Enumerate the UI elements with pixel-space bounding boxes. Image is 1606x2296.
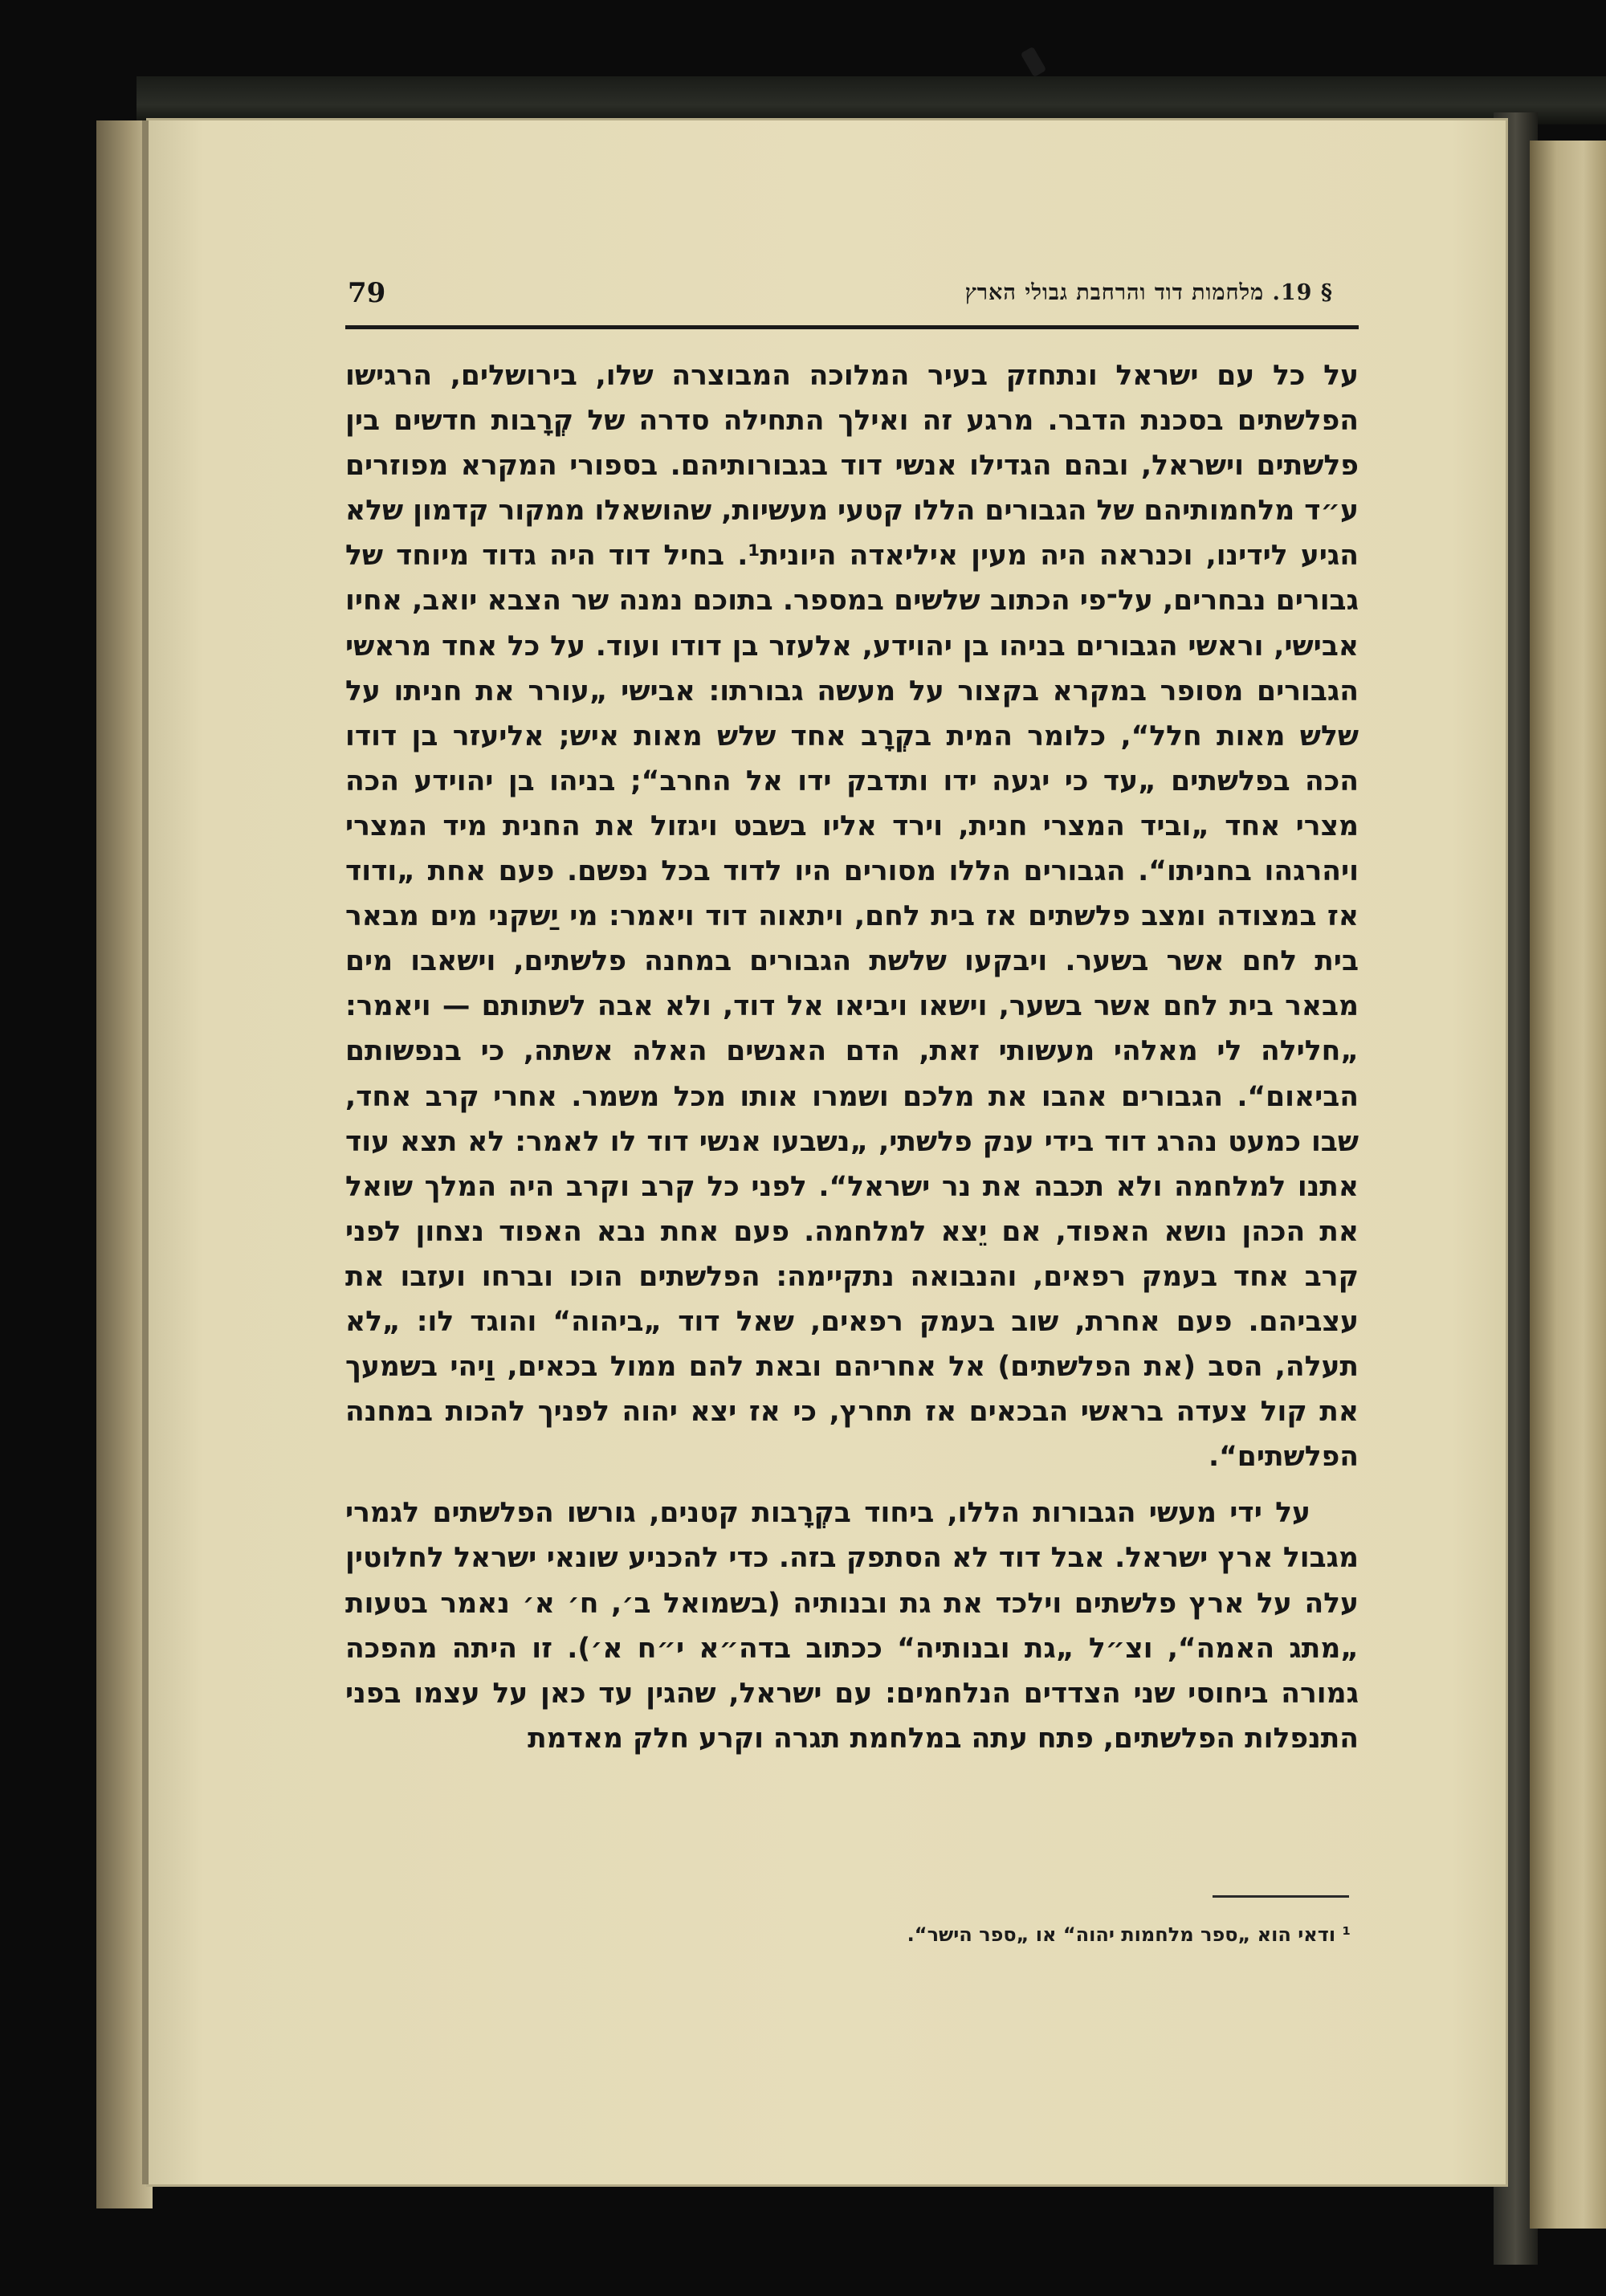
running-head: § 19. מלחמות דוד והרחבת גבולי הארץ — [964, 280, 1333, 305]
book-binding-top — [137, 76, 1606, 124]
page-number: 79 — [348, 277, 386, 309]
page-edges-left — [96, 120, 153, 2208]
header-rule — [345, 325, 1359, 329]
page-header — [207, 277, 1357, 317]
facing-page-edge — [1530, 141, 1606, 2229]
footnote: ¹ ודאי הוא „ספר מלחמות יהוה“ או „ספר הישר“. — [907, 1923, 1351, 1946]
footnote-rule — [1213, 1895, 1349, 1898]
paragraph-2: על ידי מעשי הגבורות הללו, ביחוד בקְרָבות קטנים, גורשו הפלשתים לגמרי מגבול ארץ ישראל. אבל דוד לא הסתפק בזה. כדי להכניע שונאי ישראל לחלוטין עלה על ארץ פלשתים וילכד את גת ובנותיה (בשמואל ב׳, ח׳ א׳ נאמר בטעות „מתג האמה“, וצ״ל „גת ובנותיה“ ככתוב בדה״א י״ח א׳). זו היתה מהפכה גמורה ביחוסי שני הצדדים הנלחמים: עם ישראל, שהגין עד כאן על עצמו בפני התנפלות הפלשתים, פתח עתה במלחמת תגרה וקרע חלק מאדמת — [345, 1497, 1359, 1755]
ink-mark — [1021, 47, 1047, 77]
paragraph-1: על כל עם ישראל ונתחזק בעיר המלוכה המבוצרה שלו, בירושלים, הרגישו הפלשתים בסכנת הדבר. מרגע זה ואילך התחילה סדרה של קְרָבות חדשים בין פלשתים וישראל, ובהם הגדילו אנשי דוד בגבורותיהם. בספורי המקרא מפוזרים ע״ד מלחמותיהם של הגבורים הללו קטעי מעשיות, שהושאלו ממקור קדמון שלא הגיע לידינו, וכנראה היה מעין איליאדה היונית¹. בחיל דוד היה גדוד מיוחד של גבורים נבחרים, על־פי הכתוב שלשים במספר. בתוכם נמנה שר הצבא יואב, אחיו אבישי, וראשי הגבורים בניהו בן יהוידע, אלעזר בן דודו ועוד. על כל אחד מראשי הגבורים מסופר במקרא בקצור על מעשה גבורתו: אבישי „עורר את חניתו על שלש מאות חלל“, כלומר המית בקְרָב אחד שלש מאות איש; אליעזר בן דודו הכה בפלשתים „עד כי יגעה ידו ותדבק ידו אל החרב“; בניהו בן יהוידע הכה מצרי אחד „וביד המצרי חנית, וירד אליו בשבט ויגזול את החנית מיד המצרי ויהרגהו בחניתו“. הגבורים הללו מסורים היו לדוד בכל נפשם. פעם אחת „ודוד אז במצודה ומצב פלשתים אז בית לחם, ויתאוה דוד ויאמר: מי יַשקני מים מבאר בית לחם אשר בשער. ויבקעו שלשת הגבורים במחנה פלשתים, וישאבו מים מבאר בית לחם אשר בשער, וישאו ויביאו אל דוד, ולא אבה לשתותם — ויאמר: „חלילה לי מאלהי מעשותי זאת, הדם האנשים האלה אשתה, כי בנפשותם הביאום“. הגבורים אהבו את מלכם ושמרו אותו מכל משמר. אחרי קרב אחד, שבו כמעט נהרג דוד בידי ענק פלשתי, „נשבעו אנשי דוד לו לאמר: לא תצא עוד אתנו למלחמה ולא תכבה את נר ישראל“. לפני כל קרב וקרב היה המלך שואל את הכהן נושא האפוד, אם יֵצא למלחמה. פעם אחת נבא האפוד נצחון לפני קרב אחד בעמק רפאים, והנבואה נתקיימה: הפלשתים הוכו וברחו ועזבו את עצביהם. פעם אחרת, שוב בעמק רפאים, שאל דוד „ביהוה“ והוגד לו: „לא תעלה, הסב (את הפלשתים) אל אחריהם ובאת להם ממול בכאים, וַיהי בשמעך את קול צעדה בראשי הבכאים אז תחרץ, כי אז יצא יהוה לפניך להכות במחנה הפלשתים“. — [345, 360, 1359, 1474]
main-text — [345, 353, 1359, 1761]
